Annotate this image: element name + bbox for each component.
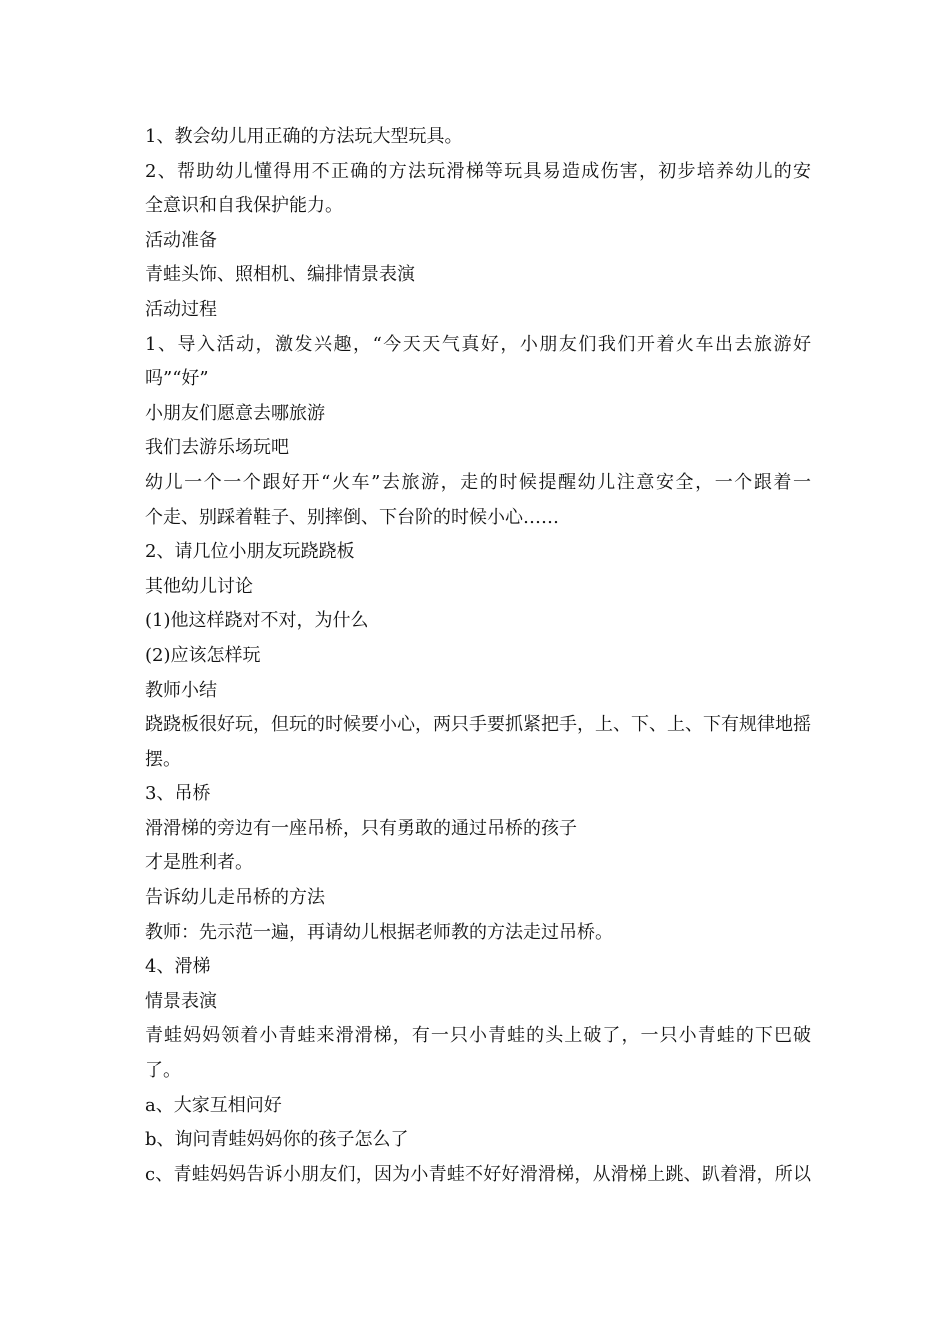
text-line: 小朋友们愿意去哪旅游 — [145, 402, 325, 424]
text-line: 吗”“好” — [145, 368, 209, 390]
document-body — [145, 120, 811, 1192]
text-line: 个走、别踩着鞋子、别摔倒、下台阶的时候小心…… — [145, 506, 559, 528]
text-line: 1、导入活动，激发兴趣，“今天天气真好，小朋友们我们开着火车出去旅游好 — [145, 333, 811, 355]
text-line: 活动准备 — [145, 229, 217, 251]
text-line: 2、帮助幼儿懂得用不正确的方法玩滑梯等玩具易造成伤害，初步培养幼儿的安 — [145, 160, 811, 182]
text-line: 才是胜利者。 — [145, 852, 253, 874]
text-line: 1、教会幼儿用正确的方法玩大型玩具。 — [145, 126, 463, 147]
text-line: 4、滑梯 — [145, 956, 211, 978]
text-line: (1)他这样跷对不对，为什么 — [145, 610, 369, 632]
text-line: 全意识和自我保护能力。 — [145, 195, 343, 217]
text-line: 教师：先示范一遍，再请幼儿根据老师教的方法走过吊桥。 — [145, 921, 613, 943]
text-line: 告诉幼儿走吊桥的方法 — [145, 887, 325, 909]
text-line: (2)应该怎样玩 — [145, 644, 261, 666]
text-line: 2、请几位小朋友玩跷跷板 — [145, 541, 355, 563]
text-line: 3、吊桥 — [145, 783, 211, 805]
text-line: 青蛙头饰、照相机、编排情景表演 — [145, 264, 415, 286]
text-line: 摆。 — [145, 748, 181, 770]
text-line: 青蛙妈妈领着小青蛙来滑滑梯，有一只小青蛙的头上破了，一只小青蛙的下巴破 — [145, 1025, 811, 1047]
text-line: 幼儿一个一个跟好开“火车”去旅游，走的时候提醒幼儿注意安全，一个跟着一 — [145, 471, 811, 493]
text-line: b、询问青蛙妈妈你的孩子怎么了 — [145, 1129, 409, 1151]
text-line: 了。 — [145, 1060, 181, 1082]
text-line: 滑滑梯的旁边有一座吊桥，只有勇敢的通过吊桥的孩子 — [145, 817, 577, 839]
text-line: 情景表演 — [145, 990, 217, 1012]
text-line: 我们去游乐场玩吧 — [145, 437, 289, 459]
text-line: 教师小结 — [145, 679, 217, 701]
text-line: 其他幼儿讨论 — [145, 575, 253, 597]
text-line: c、青蛙妈妈告诉小朋友们，因为小青蛙不好好滑滑梯，从滑梯上跳、趴着滑，所以 — [145, 1163, 811, 1185]
text-line: 跷跷板很好玩，但玩的时候要小心，两只手要抓紧把手，上、下、上、下有规律地摇 — [145, 714, 811, 736]
text-line: 活动过程 — [145, 298, 217, 320]
text-line: a、大家互相问好 — [145, 1094, 282, 1116]
